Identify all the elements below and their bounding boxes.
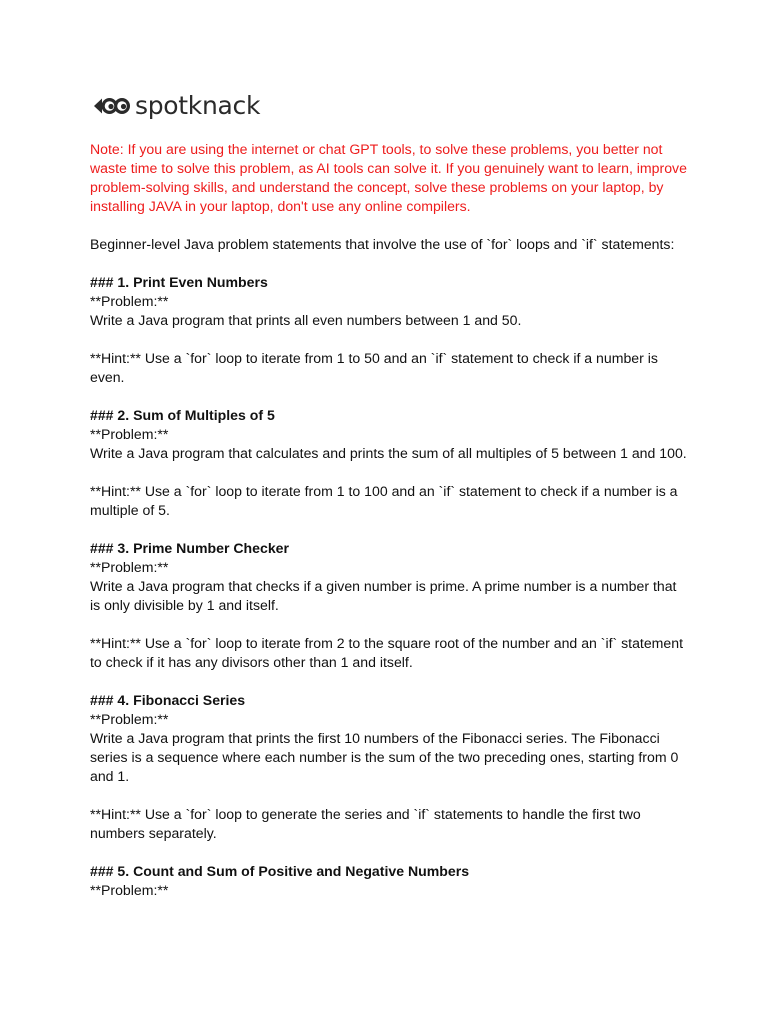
problem-label: **Problem:** [90, 293, 169, 309]
hint-text: **Hint:** Use a `for` loop to iterate from 2 to the square root of the number and an `if` statement to check if it has any divisors other than 1 and itself. [90, 635, 684, 670]
problem-label: **Problem:** [90, 882, 169, 898]
problem-text: Write a Java program that prints all even numbers between 1 and 50. [90, 312, 522, 328]
problem-label: **Problem:** [90, 426, 169, 442]
problem-section [90, 862, 690, 900]
problem-heading: ### 2. Sum of Multiples of 5 [90, 407, 275, 423]
problem-section [90, 691, 690, 843]
problem-label: **Problem:** [90, 711, 169, 727]
hint-text: **Hint:** Use a `for` loop to iterate from 1 to 100 and an `if` statement to check if a number is a multiple of 5. [90, 483, 678, 518]
problem-heading: ### 1. Print Even Numbers [90, 274, 268, 290]
hint-text: **Hint:** Use a `for` loop to iterate from 1 to 50 and an `if` statement to check if a number is even. [90, 350, 658, 385]
problem-text: Write a Java program that calculates and prints the sum of all multiples of 5 between 1 and 100. [90, 445, 687, 461]
problem-section [90, 273, 690, 387]
intro-text: Beginner-level Java problem statements that involve the use of `for` loops and `if` statements: [90, 236, 675, 252]
problem-label: **Problem:** [90, 559, 169, 575]
problem-heading: ### 3. Prime Number Checker [90, 540, 289, 556]
problem-section [90, 539, 690, 672]
problem-text: Write a Java program that checks if a given number is prime. A prime number is a number that is only divisible by 1 and itself. [90, 578, 677, 613]
warning-note: Note: If you are using the internet or chat GPT tools, to solve these problems, you better not waste time to solve this problem, as AI tools can solve it. If you genuinely want to learn, improve problem-solving skills, and understand the concept, solve these problems on your laptop, by installing JAVA in your laptop, don't use any online compilers. [90, 141, 687, 214]
problem-heading: ### 4. Fibonacci Series [90, 692, 246, 708]
hint-text: **Hint:** Use a `for` loop to generate the series and `if` statements to handle the first two numbers separately. [90, 806, 641, 841]
problem-text: Write a Java program that prints the first 10 numbers of the Fibonacci series. The Fibonacci series is a sequence where each number is the sum of the two preceding ones, starting from 0 and 1. [90, 730, 679, 784]
document-body [90, 140, 690, 900]
brand-name: spotknack [135, 91, 261, 120]
spotknack-logo-icon [91, 91, 131, 121]
problem-heading: ### 5. Count and Sum of Positive and Negative Numbers [90, 863, 470, 879]
problem-section [90, 406, 690, 520]
brand-logo [91, 90, 260, 122]
